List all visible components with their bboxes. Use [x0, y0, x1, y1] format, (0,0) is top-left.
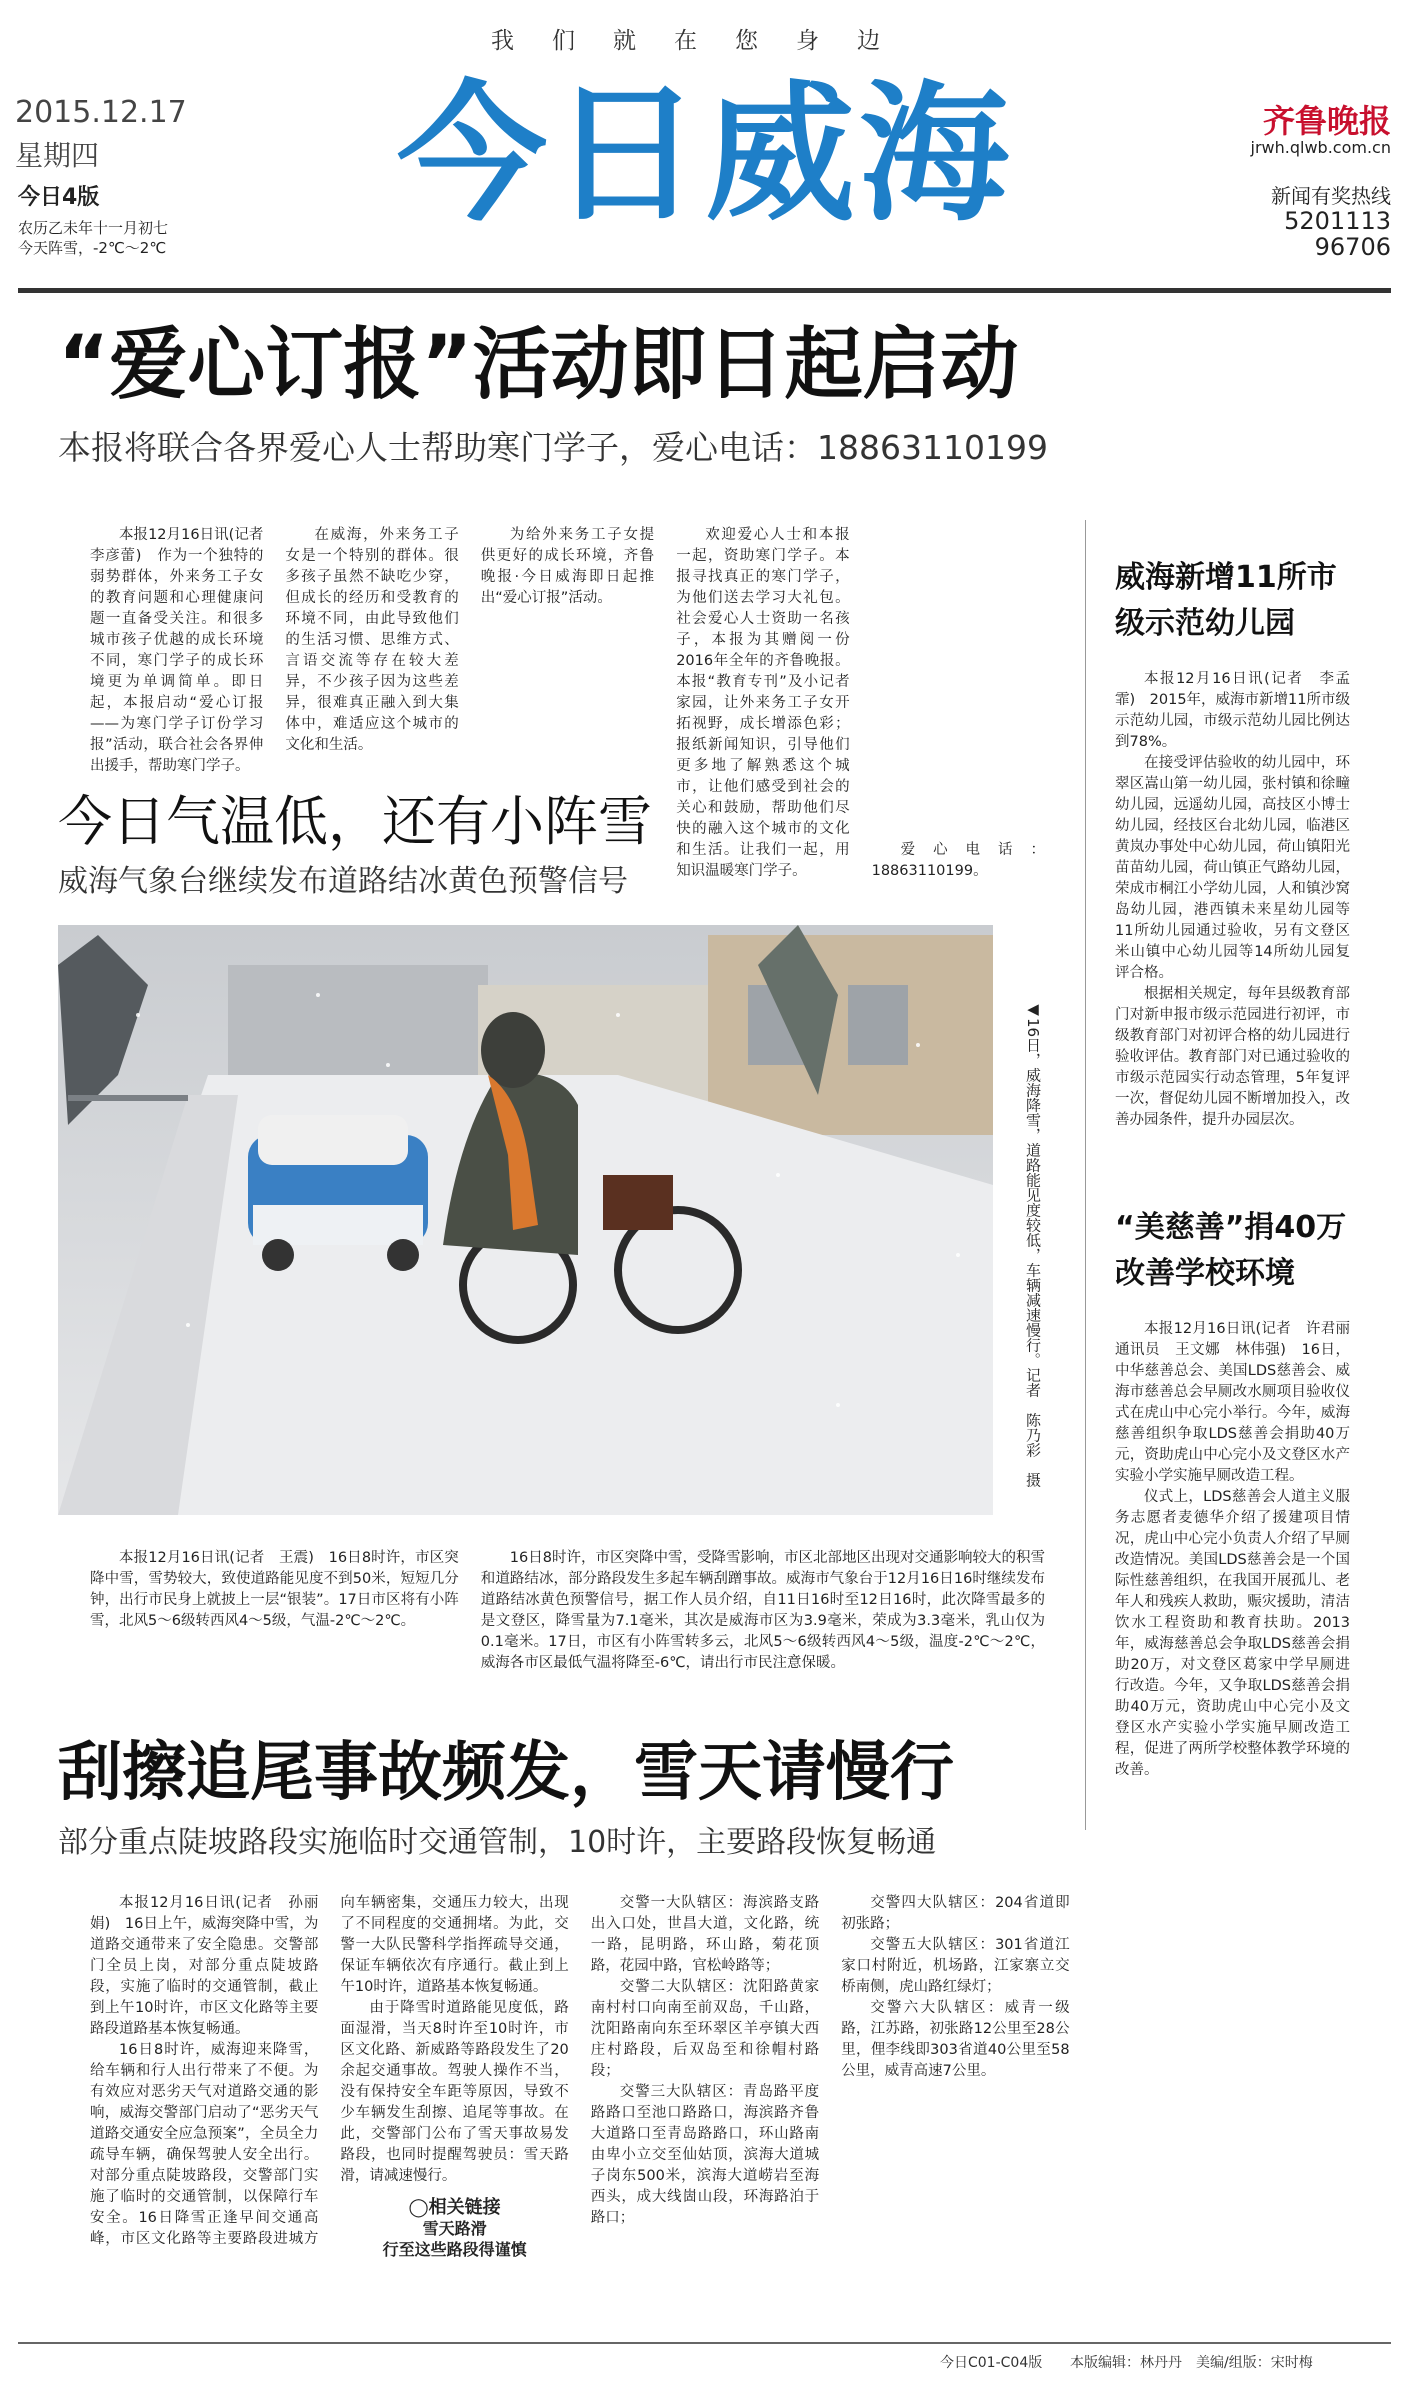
traffic-paragraph: 16日8时许，威海迎来降雪，给车辆和行人出行带来了不便。为有效应对恶劣天气对道路交通的影响，威海交警部门启动了“恶劣天气道路交通安全应急预案”，全员全力疏导车辆，确保驾驶人安全出行。对部分重点陡坡路段，交警部门实施了临时的交通管制，以保障行车安全。16日降雪正逢早间交通高峰，市区文化路等主要路段进城方向车辆密集，交通压力较大，出现了不同程度的交通拥堵。为此，交警一大队民警科学指挥疏导交通，保证车辆依次有序通行。截止到上午10时许，道路基本恢复畅通。 [90, 1895, 569, 2247]
sidebar-1-headline: 威海新增11所市级示范幼儿园 [1115, 560, 1337, 641]
traffic-zone: 交警三大队辖区：青岛路平度路路口至池口路路口，海滨路齐鲁大道路口至青岛路路口，环山路南由卑小立交至仙姑顶，滨海大道城子岗东500米，滨海大道崂岩至海西头，成大线崮山段，环海路泊于路口； [590, 2084, 820, 2226]
snow-photo [58, 925, 993, 1515]
hotline-1: 5201113 [1284, 207, 1391, 235]
related-title-2: 行至这些路段得谨慎 [382, 2240, 527, 2259]
sidebar-divider [1085, 520, 1086, 1830]
traffic-zone: 交警四大队辖区：204省道即初张路； [841, 1895, 1070, 1932]
photo-caption: ◀16日，威海降雪，道路能见度较低，车辆减速慢行。记者 陈乃彩 摄 [1024, 1000, 1042, 1488]
hotline-numbers [1284, 208, 1391, 260]
slogan: 我们就在您身边 [491, 28, 918, 54]
brand-url: jrwh.qlwb.com.cn [1250, 138, 1391, 157]
weekday: 星期四 [15, 139, 100, 172]
traffic-paragraph: 由于降雪时道路能见度低，路面湿滑，当天8时许至10时许，市区文化路、新威路等路段发生了20余起交通事故。驾驶人操作不当，没有保持安全车距等原因，导致不少车辆发生刮擦、追尾等事故。在此，交警部门公布了雪天事故易发路段，也同时提醒驾驶员：雪天路滑，请减速慢行。 [340, 2000, 569, 2184]
weather-forecast: 今天阵雪，-2℃～2℃ [18, 239, 167, 257]
traffic-col-1-2 [90, 1893, 569, 2333]
hotline-2: 96706 [1314, 233, 1391, 261]
sidebar-story-1 [1115, 555, 1350, 1131]
weather-paragraph: 本报12月16日讯(记者 王震) 16日8时许，市区突降中雪，雪势较大，致使道路能见度不到50米，短短几分钟，出行市民身上就披上一层“银装”。17日市区将有小阵雪，北风5～6级转西风4～5级，气温-2℃～2℃。 [90, 1550, 459, 1629]
sidebar-2-paragraph: 本报12月16日讯(记者 许君丽 通讯员 王文娜 林伟强) 16日，中华慈善总会、美国LDS慈善会、威海市慈善总会早厕改水厕项目验收仪式在虎山中心完小举行。今年，威海慈善组织争取LDS慈善会捐助40万元，资助虎山中心完小及文登区水产实验小学实施早厕改造工程。 [1115, 1321, 1365, 1484]
lead-headline: “爱心订报”活动即日起启动 [58, 320, 1019, 410]
traffic-subheadline: 部分重点陡坡路段实施临时交通管制，10时许，主要路段恢复畅通 [58, 1825, 937, 1860]
traffic-paragraph: 本报12月16日讯(记者 孙丽娟) 16日上午，威海突降中雪，为道路交通带来了安全隐患。交警部门全员上岗，对部分重点陡坡路段，实施了临时的交通管制，截止到上午10时许，市区文化路等主要路段道路基本恢复畅通。 [90, 1895, 319, 2037]
related-link-label: ◯相关链接 [408, 2197, 501, 2218]
header-rule [18, 288, 1391, 293]
traffic-headline: 刮擦追尾事故频发，雪天请慢行 [58, 1736, 954, 1810]
lead-paragraph: 欢迎爱心人士和本报一起，资助寒门学子。本报寻找真正的寒门学子，为他们送去学习大礼包。社会爱心人士资助一名孩子，本报为其赠阅一份2016年全年的齐鲁晚报。本报“教育专刊”及小记者家园，让外来务工子女开拓视野，成长增添色彩；报纸新闻知识，引导他们更多地了解熟悉这个城市，让他们感受到社会的关心和鼓励，帮助他们尽快的融入这个城市的文化和生活。让我们一起，用知识温暖寒门学子。 [676, 527, 850, 879]
footer-pages: 今日C01-C04版 [940, 2355, 1043, 2371]
sidebar-2-body [1115, 1319, 1365, 1781]
snow-street-scene-image [58, 925, 993, 1515]
traffic-body [90, 1893, 1320, 2333]
traffic-empty-col [1092, 1893, 1320, 2333]
lunar-date: 农历乙未年十一月初七 [18, 219, 169, 237]
issue-date: 2015.12.17 [15, 95, 187, 130]
lunar-weather [18, 218, 168, 258]
related-title-1: 雪天路滑 [422, 2219, 487, 2238]
lead-subheadline: 本报将联合各界爱心人士帮助寒门学子，爱心电话：18863110199 [58, 428, 1048, 467]
footer-rule [18, 2342, 1391, 2344]
related-link-box [340, 2197, 568, 2260]
masthead: 今日威海 [396, 68, 1013, 242]
lead-paragraph: 为给外来务工子女提供更好的成长环境，齐鲁晚报·今日威海即日起推出“爱心订报”活动。 [480, 527, 655, 606]
brand-logo: 齐鲁晚报 [1262, 102, 1391, 140]
weather-body [90, 1548, 1045, 1671]
traffic-zone: 交警二大队辖区：沈阳路黄家南村村口向南至前双岛，千山路，沈阳路南向东至环翠区羊亭镇大西庄村路段，后双岛至和徐帽村路段； [590, 1979, 820, 2079]
traffic-zones-a [591, 1893, 819, 2333]
sidebar-1-paragraph: 根据相关规定，每年县级教育部门对新申报市级示范园进行初评，市级教育部门对初评合格的幼儿园进行验收评估。教育部门对已通过验收的市级示范园实行动态管理，5年复评一次，督促幼儿园不断增加投入，改善办园条件，提升办园层次。 [1115, 986, 1350, 1128]
related-circle-icon: ◯ [408, 2197, 429, 2218]
traffic-zones-b [841, 1893, 1069, 2333]
lead-paragraph: 本报12月16日讯(记者 李彦蕾) 作为一个独特的弱势群体，外来务工子女的教育问题和心理健康问题一直备受关注。和很多城市孩子优越的成长环境不同，寒门学子的成长环境更为单调简单。即日起，本报启动“爱心订报——为寒门学子订份学习报”活动，联合社会各界伸出援手，帮助寒门学子。 [90, 527, 278, 774]
traffic-zone: 交警一大队辖区：海滨路支路出入口处，世昌大道，文化路，统一路，昆明路，环山路，菊花顶路，花园中路，官松岭路等； [590, 1895, 820, 1974]
weather-headline: 今日气温低，还有小阵雪 [58, 790, 652, 853]
traffic-zone: 交警五大队辖区：301省道江家口村附近，机场路，江家寨立交桥南侧，虎山路红绿灯； [841, 1937, 1070, 1995]
weather-subheadline: 威海气象台继续发布道路结冰黄色预警信号 [58, 864, 628, 899]
traffic-zone: 交警六大队辖区：威青一级路，江苏路，初张路12公里至28公里，俚李线即303省道40公里至58公里，威青高速7公里。 [841, 2000, 1070, 2079]
lead-last-col [872, 525, 1045, 882]
sidebar-story-2 [1115, 1205, 1365, 1781]
sidebar-2-paragraph: 仪式上，LDS慈善会人道主义服务志愿者麦德华介绍了援建项目情况，虎山中心完小负责人介绍了早厕改造情况。美国LDS慈善会是一个国际性慈善组织，在我国开展孤儿、老年人和残疾人救助，赈灾援助，清洁饮水工程资助和教育扶助。2013年，威海慈善总会争取LDS慈善会捐助20万，对文登区葛家中学早厕进行改造。今年，又争取LDS慈善会捐助40万元，资助虎山中心完小及文登区水产实验小学实施早厕改造工程，促进了两所学校整体教学环境的改善。 [1115, 1489, 1350, 1778]
hotline-label: 新闻有奖热线 [1271, 184, 1391, 208]
lead-hotline: 爱心电话：18863110199。 [871, 842, 1045, 879]
sidebar-1-paragraph: 在接受评估验收的幼儿园中，环翠区嵩山第一幼儿园，张村镇和徐疃幼儿园，远遥幼儿园，高技区小博士幼儿园，经技区台北幼儿园，临港区黄岚办事处中心幼儿园，荷山镇阳光苗苗幼儿园，荷山镇正气路幼儿园，荣成市桐江小学幼儿园，人和镇沙窝岛幼儿园，港西镇未来星幼儿园等11所幼儿园通过验收，另有文登区米山镇中心幼儿园等14所幼儿园复评合格。 [1115, 755, 1350, 981]
sidebar-1-body [1115, 669, 1350, 1131]
sidebar-2-headline: “美慈善”捐40万改善学校环境 [1115, 1210, 1347, 1291]
lead-paragraph: 在威海，外来务工子女是一个特别的群体。很多孩子虽然不缺吃少穿，但成长的经历和受教育的环境不同，由此导致他们的生活习惯、思维方式、言语交流等存在较大差异，不少孩子因为这些差异，很难真正融入到大集体中，难适应这个城市的文化和生活。 [285, 527, 459, 753]
footer-editor: 本版编辑：林丹丹 美编/组版：宋时梅 [1070, 2355, 1313, 2371]
sidebar-1-paragraph: 本报12月16日讯(记者 李孟霏) 2015年，威海市新增11所市级示范幼儿园，市级示范幼儿园比例达到78%。 [1115, 671, 1351, 750]
weather-paragraph: 16日8时许，市区突降中雪，受降雪影响，市区北部地区出现对交通影响较大的积雪和道路结冰，部分路段发生多起车辆刮蹭事故。威海市气象台于12月16日16时继续发布道路结冰黄色预警信号，据工作人员介绍，自11日16时至12日16时，此次降雪最多的是文登区，降雪量为7.1毫米，其次是威海市区为3.9毫米，荣成为3.3毫米，乳山仅为0.1毫米。17日，市区有小阵雪转多云，北风5～6级转西风4～5级，温度-2℃～2℃，威海各市区最低气温将降至-6℃，请出行市民注意保暖。 [480, 1550, 1045, 1671]
edition-count: 今日4版 [18, 185, 100, 210]
